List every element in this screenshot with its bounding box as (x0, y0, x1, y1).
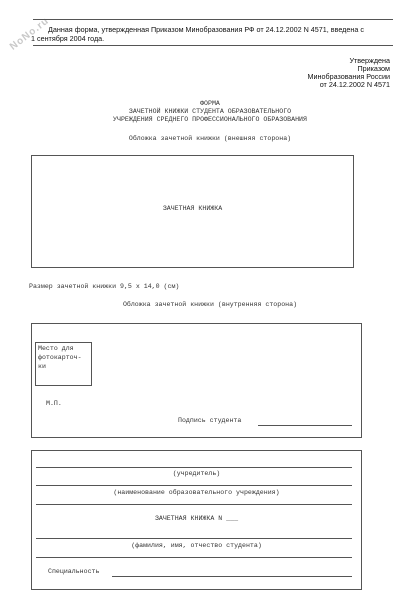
signature-label: Подпись студента (178, 417, 242, 424)
approval-line4: от 24.12.2002 N 4571 (319, 80, 390, 89)
approval-line2: Приказом (357, 64, 390, 73)
book-number-label: ЗАЧЕТНАЯ КНИЖКА N ___ (154, 515, 239, 522)
signature-line (258, 425, 352, 426)
inner-cover-caption: Обложка зачетной книжки (внутренняя сторона) (122, 301, 298, 308)
student-name-line (36, 538, 352, 539)
approval-line1: Утверждена (349, 56, 390, 65)
specialty-label: Специальность (48, 568, 100, 575)
stamp-label: М.П. (46, 400, 62, 407)
form-title-line2: ЗАЧЕТНОЙ КНИЖКИ СТУДЕНТА ОБРАЗОВАТЕЛЬНОГО (128, 108, 292, 115)
founder-label: (учредитель) (172, 470, 221, 477)
size-note: Размер зачетной книжки 9,5 x 14,0 (см) (29, 283, 180, 290)
student-name-line-2 (36, 557, 352, 558)
watermark: NoNo.ru (8, 15, 52, 53)
publication-note-line1: Данная форма, утвержденная Приказом Минобразования РФ от 24.12.2002 N 4571, введена с (48, 25, 364, 34)
photo-label-line1: Место для (38, 345, 74, 352)
header-top-rule (33, 19, 393, 20)
publication-note-line2: 1 сентября 2004 года. (31, 34, 105, 43)
header-bottom-rule (33, 45, 393, 46)
outer-cover-caption: Обложка зачетной книжки (внешняя сторона) (128, 135, 292, 142)
outer-cover-title: ЗАЧЕТНАЯ КНИЖКА (162, 205, 223, 212)
institution-line-1 (36, 485, 352, 486)
approval-line3: Минобразования России (307, 72, 390, 81)
photo-label-line2: фотокарточ- (38, 354, 82, 361)
founder-line (36, 467, 352, 468)
form-title-line3: УЧРЕЖДЕНИЯ СРЕДНЕГО ПРОФЕССИОНАЛЬНОГО ОБРАЗОВАНИЯ (113, 116, 307, 123)
specialty-line (112, 576, 352, 577)
student-name-label: (фамилия, имя, отчество студента) (131, 542, 262, 549)
photo-label-line3: ки (38, 363, 46, 370)
form-title-line1: ФОРМА (200, 100, 220, 107)
institution-line-2 (36, 504, 352, 505)
institution-label: (наименование образовательного учреждения) (113, 489, 280, 496)
